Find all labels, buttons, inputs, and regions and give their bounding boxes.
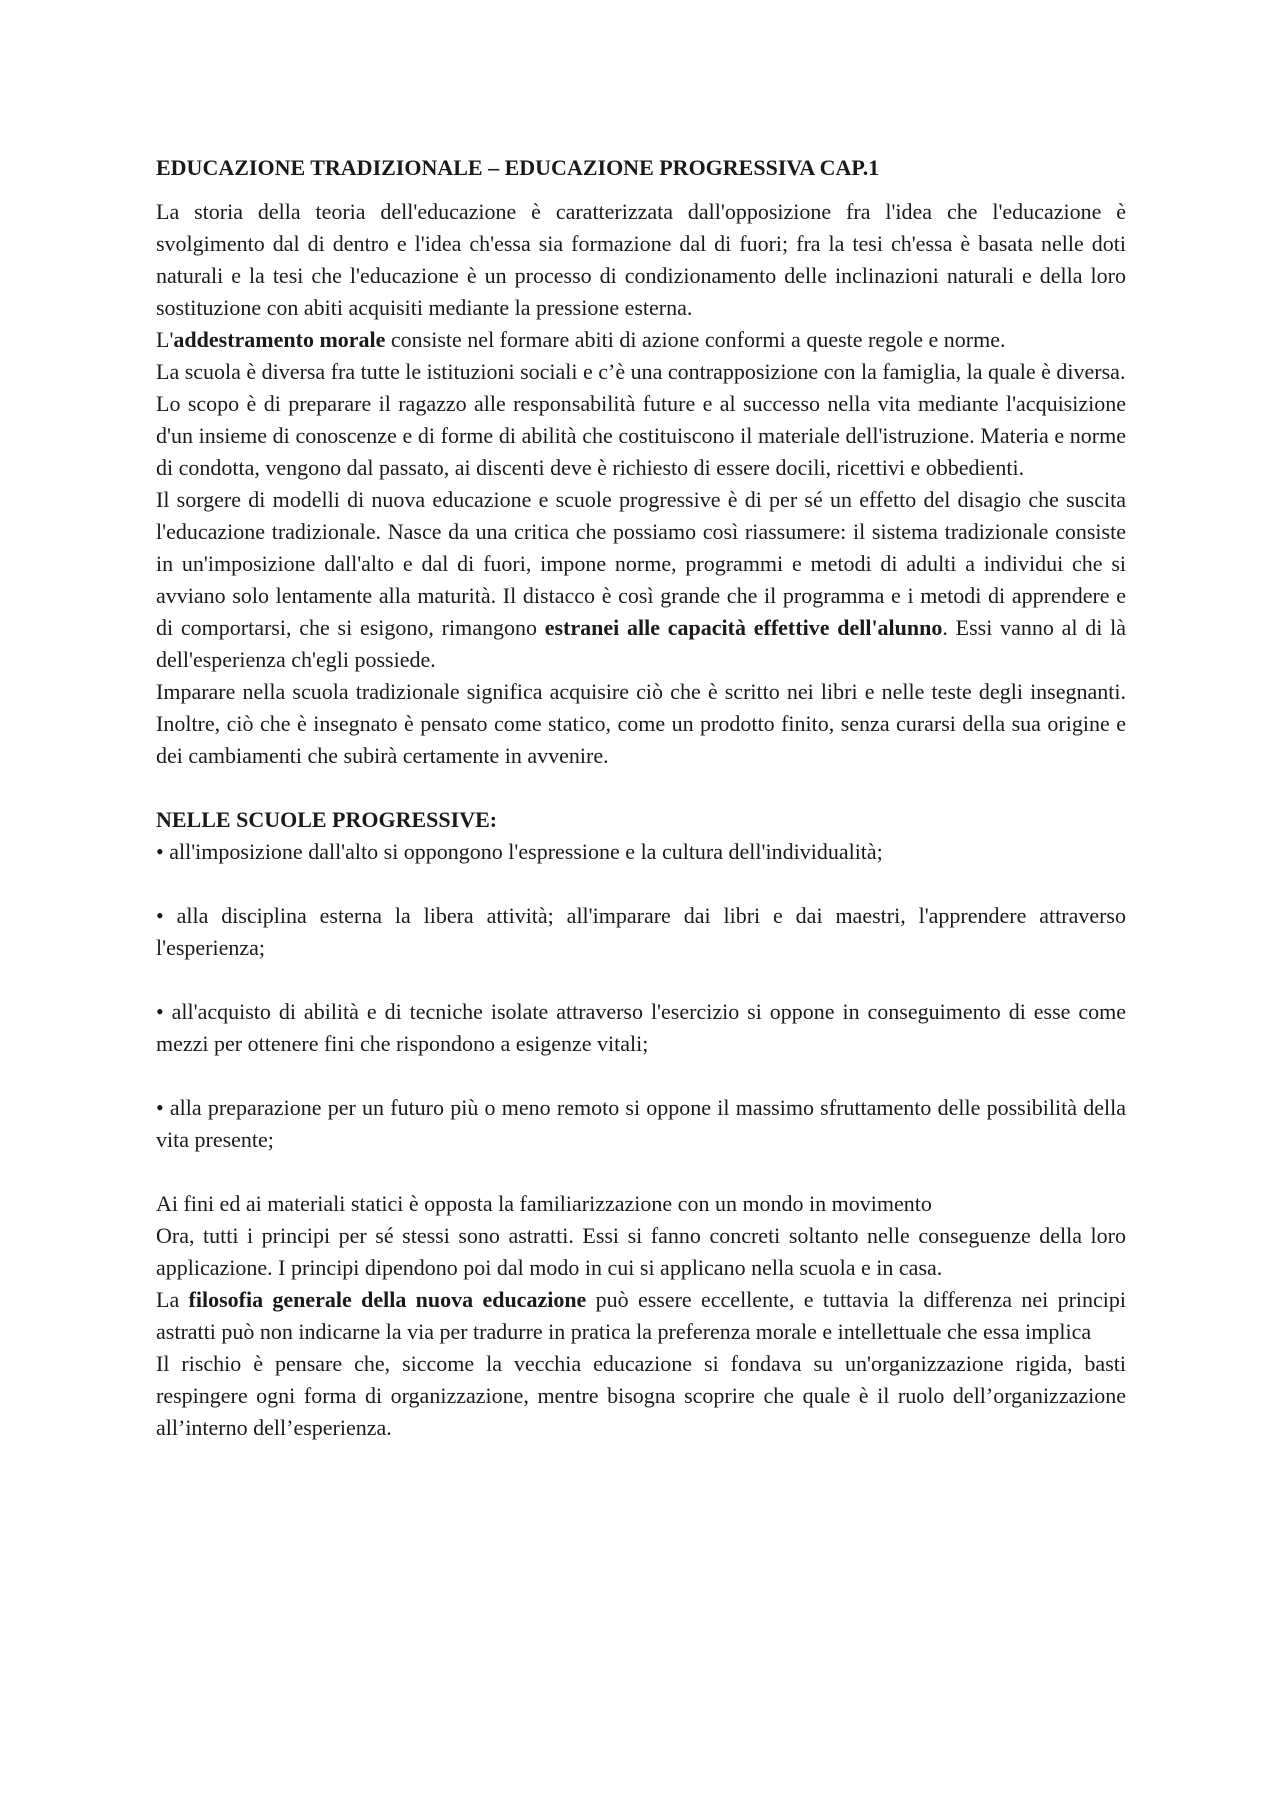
paragraph-filosofia-bold: filosofia generale della nuova educazione <box>188 1287 587 1312</box>
paragraph-filosofia <box>156 1284 1126 1348</box>
paragraph-modelli-pre: Il sorgere di modelli di nuova educazione e scuole progressive è di per sé un effetto del disagio che suscita l'educazione tradizionale. Nasce da una critica che possiamo così riassumere: il sistema tradizionale consiste in un'imposizione dall'alto e dal di fuori, impone norme, programmi e metodi di adulti a individui che si avviano solo lentamente alla maturità. Il distacco è così grande che il programma e i metodi di apprendere e di comportarsi, che si esigono, rimangono <box>156 487 1126 640</box>
document-title: EDUCAZIONE TRADIZIONALE – EDUCAZIONE PROGRESSIVA CAP.1 <box>156 155 880 180</box>
bullet-item-1: • all'imposizione dall'alto si oppongono l'espressione e la cultura dell'individualità; <box>156 839 883 864</box>
bullet-item-2: • alla disciplina esterna la libera attività; all'imparare dai libri e dai maestri, l'apprendere attraverso l'esperienza; <box>156 903 1126 960</box>
paragraph-principi: Ora, tutti i principi per sé stessi sono astratti. Essi si fanno concreti soltanto nelle conseguenze della loro applicazione. I principi dipendono poi dal modo in cui si applicano nella scuola e in casa. <box>156 1223 1126 1280</box>
paragraph-rischio: Il rischio è pensare che, siccome la vecchia educazione si fondava su un'organizzazione rigida, basti respingere ogni forma di organizzazione, mentre bisogna scoprire che quale è il ruolo dell’organizzazione all’interno dell’esperienza. <box>156 1351 1126 1440</box>
paragraph-modelli <box>156 484 1126 676</box>
paragraph-fini: Ai fini ed ai materiali statici è opposta la familiarizzazione con un mondo in movimento <box>156 1191 932 1216</box>
bullet-item-4: • alla preparazione per un futuro più o meno remoto si oppone il massimo sfruttamento delle possibilità della vita presente; <box>156 1095 1126 1152</box>
bullet-item-3: • all'acquisto di abilità e di tecniche isolate attraverso l'esercizio si oppone in conseguimento di esse come mezzi per ottenere fini che rispondono a esigenze vitali; <box>156 999 1126 1056</box>
paragraph-addestramento-bold: addestramento morale <box>173 327 386 352</box>
paragraph-filosofia-pre: La <box>156 1287 189 1312</box>
section-heading: NELLE SCUOLE PROGRESSIVE: <box>156 807 498 832</box>
paragraph-imparare: Imparare nella scuola tradizionale significa acquisire ciò che è scritto nei libri e nelle teste degli insegnanti. Inoltre, ciò che è insegnato è pensato come statico, come un prodotto finito, senza curarsi della sua origine e dei cambiamenti che subirà certamente in avvenire. <box>156 679 1126 768</box>
paragraph-intro: La storia della teoria dell'educazione è caratterizzata dall'opposizione fra l'idea che l'educazione è svolgimento dal di dentro e l'idea ch'essa sia formazione dal di fuori; fra la tesi ch'essa è basata nelle doti naturali e la tesi che l'educazione è un processo di condizionamento delle inclinazioni naturali e della loro sostituzione con abiti acquisiti mediante la pressione esterna. <box>156 199 1126 320</box>
paragraph-addestramento-pre: L' <box>156 327 174 352</box>
paragraph-addestramento <box>156 324 1126 356</box>
paragraph-scopo: Lo scopo è di preparare il ragazzo alle responsabilità future e al successo nella vita mediante l'acquisizione d'un insieme di conoscenze e di forme di abilità che costituiscono il materiale dell'istruzione. Materia e norme di condotta, vengono dal passato, ai discenti deve è richiesto di essere docili, ricettivi e obbedienti. <box>156 391 1126 480</box>
paragraph-addestramento-post: consiste nel formare abiti di azione conformi a queste regole e norme. <box>385 327 1006 352</box>
paragraph-modelli-post: . Essi vanno al di là dell'esperienza ch'egli possiede. <box>156 615 1126 672</box>
paragraph-modelli-bold: estranei alle capacità effettive dell'alunno <box>544 615 943 640</box>
paragraph-scuola: La scuola è diversa fra tutte le istituzioni sociali e c’è una contrapposizione con la famiglia, la quale è diversa. <box>156 359 1126 384</box>
paragraph-filosofia-post: può essere eccellente, e tuttavia la differenza nei principi astratti può non indicarne la via per tradurre in pratica la preferenza morale e intellettuale che essa implica <box>156 1287 1127 1344</box>
document-page <box>156 152 1126 1444</box>
